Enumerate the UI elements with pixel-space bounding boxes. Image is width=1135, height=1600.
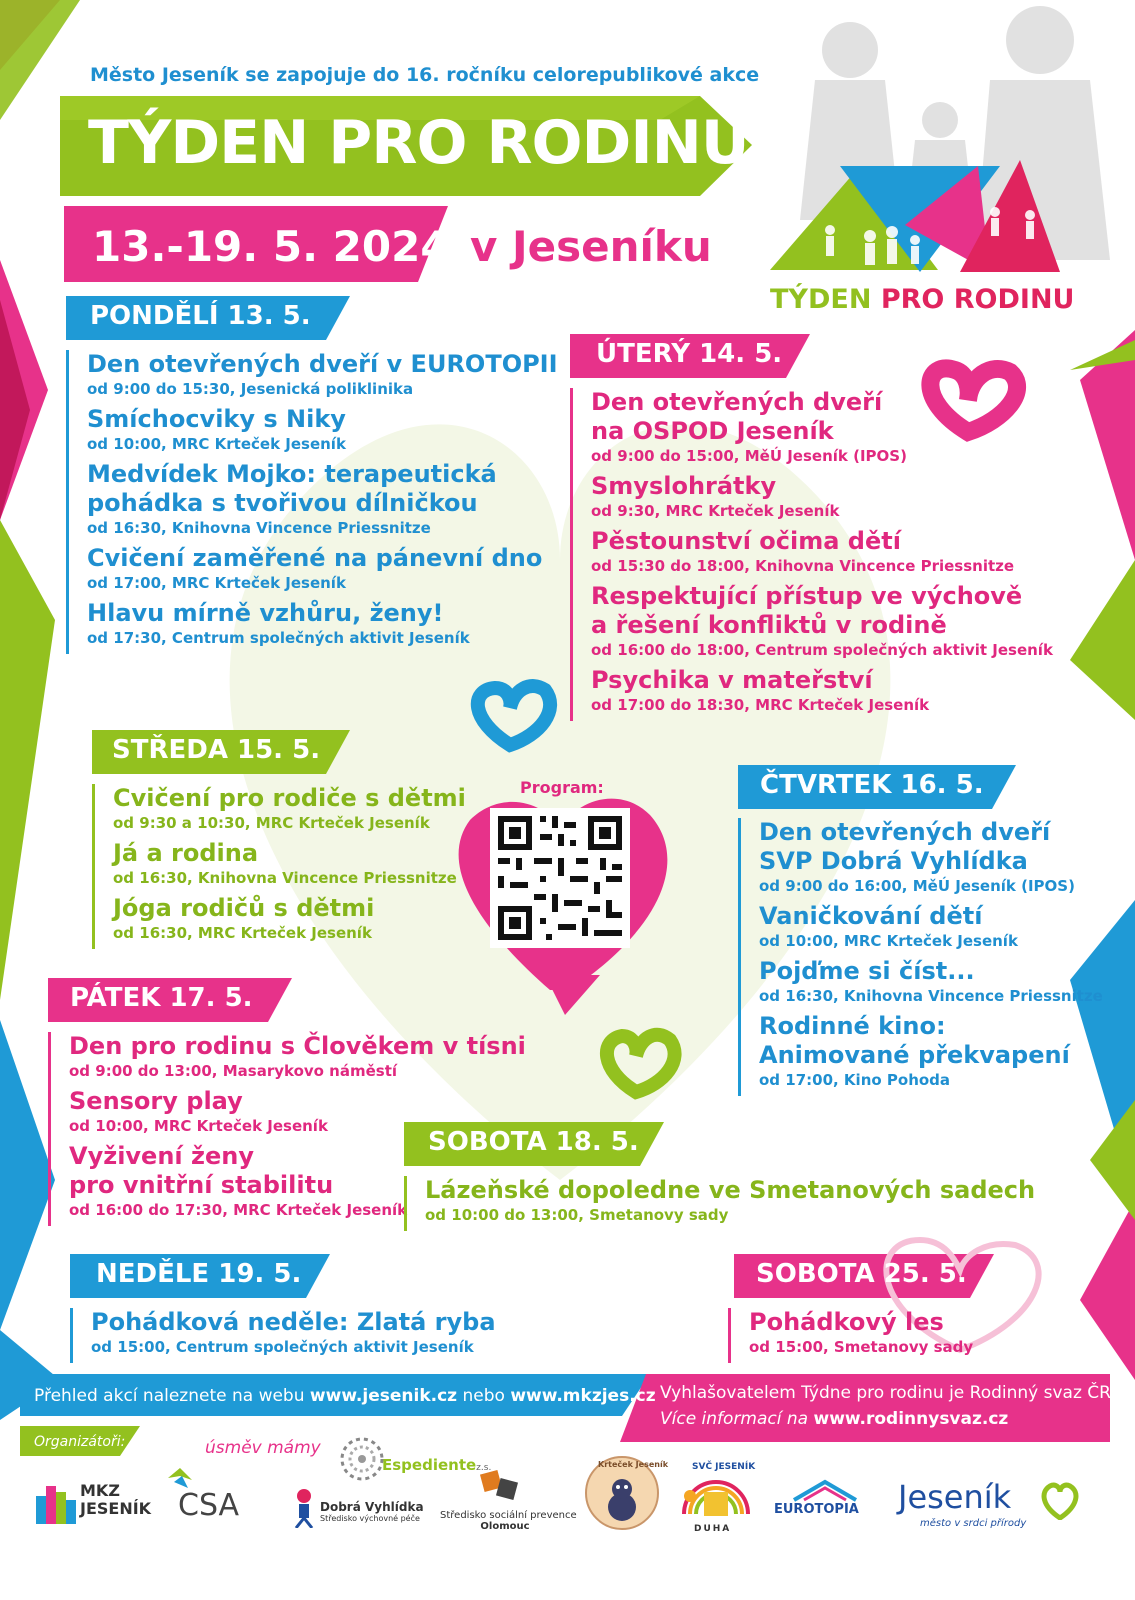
event-item bbox=[591, 472, 1071, 521]
espediente-spiral-icon bbox=[338, 1435, 386, 1483]
sponsor-csa: CSA bbox=[178, 1488, 240, 1523]
intro-text: Město Jeseník se zapojuje do 16. ročníku celorepublikové akce bbox=[90, 64, 760, 86]
event-title: Pěstounství očima dětí bbox=[591, 527, 901, 555]
event-title: Já a rodina bbox=[113, 839, 259, 867]
logo-title bbox=[770, 284, 1074, 315]
sponsor-dobra-name: Dobrá Vyhlídka bbox=[320, 1500, 424, 1514]
event-details: od 9:00 do 16:00, MěÚ Jeseník (IPOS) bbox=[759, 877, 1075, 895]
event-details: od 10:00, MRC Krteček Jeseník bbox=[759, 932, 1018, 950]
event-item bbox=[87, 544, 577, 593]
event-details: od 9:30 a 10:30, MRC Krteček Jeseník bbox=[113, 814, 430, 832]
event-details: od 17:30, Centrum společných aktivit Jeseník bbox=[87, 629, 470, 647]
event-title: Psychika v mateřství bbox=[591, 666, 873, 694]
event-details: od 10:00 do 13:00, Smetanovy sady bbox=[425, 1206, 729, 1224]
event-details: od 17:00 do 18:30, MRC Krteček Jeseník bbox=[591, 696, 930, 714]
event-item bbox=[113, 784, 493, 833]
event-details: od 9:30, MRC Krteček Jeseník bbox=[591, 502, 840, 520]
event-details: od 15:30 do 18:00, Knihovna Vincence Priessnitze bbox=[591, 557, 1015, 575]
event-details: od 10:00, MRC Krteček Jeseník bbox=[87, 435, 346, 453]
sponsor-stredisko-city: Olomouc bbox=[480, 1521, 530, 1532]
day-block-sunday bbox=[70, 1308, 551, 1363]
event-details: od 15:00, Centrum společných aktivit Jeseník bbox=[91, 1338, 474, 1356]
event-details: od 16:00 do 17:30, MRC Krteček Jeseník bbox=[69, 1201, 408, 1219]
event-details: od 16:30, Knihovna Vincence Priessnitze bbox=[759, 987, 1103, 1005]
sponsor-dobra-sub: Středisko výchovné péče bbox=[320, 1514, 420, 1523]
footer-more-info bbox=[660, 1406, 1116, 1432]
event-item bbox=[87, 460, 577, 538]
qr-label: Program: bbox=[520, 778, 604, 797]
sponsor-jesenik-sub: město v srdci přírody bbox=[920, 1518, 1027, 1529]
sponsor-duha-top: SVČ JESENÍK bbox=[692, 1462, 756, 1472]
event-title: Den otevřených dveří na OSPOD Jeseník bbox=[591, 388, 883, 445]
eurotopia-roof-icon bbox=[790, 1478, 860, 1502]
day-header-saturday-25: SOBOTA 25. 5. bbox=[756, 1259, 967, 1289]
jesenik-heart-icon bbox=[1040, 1482, 1080, 1520]
footer-link-rodinnysvaz[interactable]: www.rodinnysvaz.cz bbox=[813, 1409, 1009, 1429]
sponsor-stredisko-name: Středisko sociální prevence bbox=[440, 1510, 577, 1521]
event-item bbox=[591, 527, 1071, 576]
event-item bbox=[87, 350, 577, 399]
footer-link-mkzjes[interactable]: www.mkzjes.cz bbox=[510, 1386, 656, 1406]
event-title: Cvičení zaměřené na pánevní dno bbox=[87, 544, 543, 572]
event-item bbox=[87, 405, 577, 454]
qr-code[interactable] bbox=[490, 808, 630, 948]
event-details: od 15:00, Smetanovy sady bbox=[749, 1338, 974, 1356]
event-title: Smíchocviky s Niky bbox=[87, 405, 346, 433]
sponsor-mkz bbox=[80, 1482, 151, 1518]
event-item bbox=[113, 839, 493, 888]
event-item bbox=[113, 894, 493, 943]
day-header-sunday: NEDĚLE 19. 5. bbox=[96, 1259, 302, 1289]
day-header-tuesday: ÚTERÝ 14. 5. bbox=[596, 339, 783, 369]
day-block-monday bbox=[66, 350, 577, 654]
day-block-thursday bbox=[738, 818, 1119, 1096]
event-title: Respektující přístup ve výchově a řešení konfliktů v rodině bbox=[591, 582, 1023, 639]
event-item bbox=[425, 1176, 1085, 1225]
day-header-thursday: ČTVRTEK 16. 5. bbox=[760, 770, 984, 800]
day-header-monday: PONDĚLÍ 13. 5. bbox=[90, 301, 311, 331]
event-details: od 16:30, Knihovna Vincence Priessnitze bbox=[113, 869, 457, 887]
event-item bbox=[69, 1087, 559, 1136]
event-title: Sensory play bbox=[69, 1087, 243, 1115]
sponsor-mkz-a: MKZ bbox=[80, 1481, 120, 1500]
event-title: Vaničkování dětí bbox=[759, 902, 983, 930]
event-title: Cvičení pro rodiče s dětmi bbox=[113, 784, 466, 812]
event-title: Jóga rodičů s dětmi bbox=[113, 894, 375, 922]
event-title: Den pro rodinu s Člověkem v tísni bbox=[69, 1032, 526, 1060]
day-block-saturday bbox=[404, 1176, 1085, 1231]
event-title: Pohádková neděle: Zlatá ryba bbox=[91, 1308, 496, 1336]
event-title: Vyživení ženy pro vnitřní stabilitu bbox=[69, 1142, 334, 1199]
footer-or: nebo bbox=[462, 1386, 505, 1406]
sponsor-krtecek: Krteček Jeseník bbox=[598, 1460, 669, 1469]
event-details: od 16:30, Knihovna Vincence Priessnitze bbox=[87, 519, 431, 537]
event-title: Smyslohrátky bbox=[591, 472, 777, 500]
event-title: Hlavu mírně vzhůru, ženy! bbox=[87, 599, 444, 627]
event-item bbox=[759, 902, 1119, 951]
footer-web-info bbox=[34, 1386, 656, 1406]
event-details: od 9:00 do 15:00, MěÚ Jeseník (IPOS) bbox=[591, 447, 907, 465]
event-item bbox=[591, 666, 1071, 715]
day-block-tuesday bbox=[570, 388, 1071, 721]
logo-title-a: TÝDEN bbox=[770, 284, 872, 315]
footer-organizer-info bbox=[660, 1380, 1116, 1432]
organizers-label: Organizátoři: bbox=[34, 1434, 126, 1450]
sponsor-stredisko bbox=[440, 1510, 577, 1532]
day-header-friday: PÁTEK 17. 5. bbox=[70, 983, 253, 1013]
day-block-saturday-25 bbox=[728, 1308, 1049, 1363]
event-title: Pohádkový les bbox=[749, 1308, 944, 1336]
event-item bbox=[749, 1308, 1049, 1357]
event-details: od 17:00, MRC Krteček Jeseník bbox=[87, 574, 346, 592]
event-item bbox=[91, 1308, 551, 1357]
day-block-wednesday bbox=[92, 784, 493, 949]
event-details: od 9:00 do 13:00, Masarykovo náměstí bbox=[69, 1062, 398, 1080]
logo-title-b: PRO RODINU bbox=[880, 284, 1075, 315]
page-title: TÝDEN PRO RODINU bbox=[88, 108, 749, 178]
event-title: Den otevřených dveří v EUROTOPII bbox=[87, 350, 558, 378]
event-details: od 9:00 do 15:30, Jesenická poliklinika bbox=[87, 380, 414, 398]
qr-code-graphic bbox=[490, 808, 630, 948]
mkz-building-icon bbox=[36, 1480, 76, 1524]
event-item bbox=[759, 957, 1119, 1006]
event-dates: 13.-19. 5. 2024 bbox=[92, 222, 450, 271]
sponsor-eurotopia: EUROTOPIA bbox=[774, 1502, 859, 1517]
duha-rainbow-icon bbox=[676, 1474, 756, 1522]
footer-announcer: Vyhlašovatelem Týdne pro rodinu je Rodinný svaz ČR. bbox=[660, 1383, 1116, 1403]
sponsor-jesenik: Jeseník bbox=[898, 1478, 1012, 1516]
event-item bbox=[591, 582, 1071, 660]
sponsor-usmev-mamy: úsměv mámy bbox=[205, 1438, 321, 1458]
event-details: od 16:00 do 18:00, Centrum společných aktivit Jeseník bbox=[591, 641, 1053, 659]
event-item bbox=[759, 1012, 1119, 1090]
sponsor-espediente-suffix: z.s. bbox=[476, 1463, 492, 1473]
stredisko-icon bbox=[478, 1468, 524, 1508]
event-title: Den otevřených dveří SVP Dobrá Vyhlídka bbox=[759, 818, 1051, 875]
day-header-wednesday: STŘEDA 15. 5. bbox=[112, 735, 321, 765]
event-place: v Jeseníku bbox=[470, 222, 712, 271]
footer-web-text: Přehled akcí naleznete na webu bbox=[34, 1386, 305, 1406]
sponsor-mkz-b: JESENÍK bbox=[80, 1499, 152, 1518]
event-details: od 10:00, MRC Krteček Jeseník bbox=[69, 1117, 328, 1135]
sponsor-espediente-name: Espediente bbox=[382, 1456, 477, 1474]
event-item bbox=[87, 599, 577, 648]
event-title: Lázeňské dopoledne ve Smetanových sadech bbox=[425, 1176, 1036, 1204]
footer-link-jesenik[interactable]: www.jesenik.cz bbox=[309, 1386, 458, 1406]
day-header-saturday: SOBOTA 18. 5. bbox=[428, 1127, 639, 1157]
csa-bird-icon bbox=[168, 1468, 192, 1490]
dobra-vyhlidka-figure-icon bbox=[290, 1488, 318, 1528]
event-item bbox=[69, 1032, 559, 1081]
sponsor-duha: DUHA bbox=[694, 1524, 732, 1534]
footer-more-info-text: Více informací na bbox=[660, 1409, 809, 1429]
event-title: Rodinné kino: Animované překvapení bbox=[759, 1012, 1070, 1069]
sponsor-espediente bbox=[382, 1456, 491, 1474]
event-title: Medvídek Mojko: terapeutická pohádka s tvořivou dílničkou bbox=[87, 460, 497, 517]
event-details: od 16:30, MRC Krteček Jeseník bbox=[113, 924, 372, 942]
event-item bbox=[591, 388, 1071, 466]
event-title: Pojďme si číst... bbox=[759, 957, 975, 985]
sponsor-dobra-vyhlidka bbox=[320, 1500, 424, 1523]
event-details: od 17:00, Kino Pohoda bbox=[759, 1071, 951, 1089]
event-item bbox=[759, 818, 1119, 896]
